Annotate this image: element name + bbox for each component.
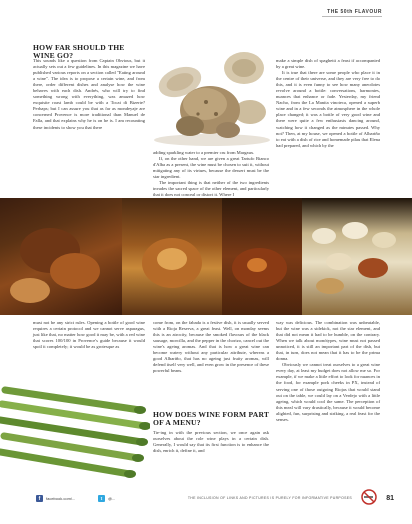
paragraph: Obviously we cannot treat ourselves to a great wine every day, at least my budget does not allow me so. For example, if we make a little effort to look for nuances in the food, for example pork cheeks in PX, instead of serving one of those outgoing Riojas that would stand out on the table, we could lay on a Verdejo with a little ageing, which would cool the same. The perception of this meal will vary drastically, because it would become alighted, fun, surprising and striking, a real feast for the senses.: [276, 362, 380, 422]
twitter-icon: t: [98, 495, 105, 502]
paragraph: way was delicious. The combination was unbeatable, but the wine was a sidekick, not the star element, and that did not mean it had to be humble, on the contrary. When we talk about monótypes, wine must not passed unnoticed, it is still an important part of the dish, but that, in turn, does not mean that it has to be the prima donna.: [276, 320, 380, 362]
facebook-icon: f: [36, 495, 43, 502]
facebook-link-text: facebook.com/...: [46, 496, 76, 501]
photo-fabada-beans: [302, 198, 412, 315]
column-1-bottom: [33, 320, 145, 350]
truffle-illustration: [150, 22, 274, 147]
facebook-link[interactable]: [36, 495, 75, 502]
paragraph: If, on the other hand, we are given a great Tartufo Bianco d'Alba as a present, the wine must be chosen to suit it, without mitigating any of its virtues, because the dessert must be the star ingredient.: [153, 156, 269, 180]
paragraph: must not be any strict rules. Opening a bottle of good wine requires a certain protocol and we cannot serve asparagus, just like that, no matter how good it may be, with a red wine that scores 100/100 in Provence's guide because it would spoil it completely; it would be as grotesque as: [33, 320, 145, 350]
footer-disclaimer: THE INCLUSION OF LINKS AND PICTURES IS PURELY FOR INFORMATIVE PURPOSES: [187, 496, 352, 500]
column-3-bottom: [276, 320, 380, 423]
section-title-menu: HOW DOES WINE FORM PART OF A MENU?: [153, 410, 270, 428]
column-1-top: [33, 58, 145, 131]
paragraph: This sounds like a question from Captain Obvious, but it actually sets out a few guidelines. In this magazine we have published various reports on a section called "Eating around a wine". The idea is to propose a certain wine, and from there, order different dishes and analyse how the wine behaves with each dish. Andrés, who will try to find something wrong with everything, was amazed how exquisite roast lamb could be with a Tocai di Bizerte? Perhaps; but I can assure you that as far as mondeyaje are concerned Provence is more traditional than Manuel de Falla, and that explains why he is on he is. I am recounting these incidents to show you that there: [33, 58, 145, 130]
paragraph: adding sparkling water to a premier cru from Margaux.: [153, 150, 255, 155]
section-title-how-far: HOW FAR SHOULD THE WINE GO?: [33, 43, 125, 61]
column-3-top: [276, 58, 380, 149]
header-rule: [322, 16, 382, 17]
paragraph: Tie-ing in with the previous section, we once again ask ourselves about the role wine plays in a certain dish. Generally, I would say that its first function is to enhance the dish, enrich it, define it, and: [153, 430, 269, 454]
running-head: THE 50th FLAVOUR: [327, 9, 382, 15]
paragraph: come from, on the fabada is a festive dish, it is usually served with a Rioja Reserva, a great feast. Well, on monday seems this is an atrocity, because the smoked flavours of the black sausage, morcilla, and the pepper in the chorizo, cancel out the wine's ageing aromas. And that is how a great wine can become watery without any particular attribute, whereas a good Albariño, that has no ageing just fruity aromas, will defend itself very well, and even grow in the presence of these powerful beans.: [153, 320, 269, 374]
column-2-bottom: [153, 320, 269, 374]
column-2-section2: [153, 430, 269, 454]
asparagus-photo: [0, 370, 150, 490]
paragraph: It is true that there are some people who place it in the centre of their universe, and they are very free to do this, and it is even funny to see how many anecdotes revolve around a bottle: conversations, harmonies, nuances that enhance or fade. Yesterday, my friend Nacho, from the La Manita vinoteca, opened a superb wine and in a few seconds the atmosphere in the whole place changed; it was a bottle of very good wine and there were quite a few enthusiasts dancing around, watching how it changed as the minutes passed. Why not? Then, at my house, we opened a bottle of Albariño to eat with a dish of rice and homemade pilau that Elena had prepared, and which by the: [276, 70, 380, 148]
page-number: 81: [386, 495, 394, 502]
page-footer: [0, 487, 412, 524]
no-smoking-icon: [361, 489, 377, 505]
asparagus-illustration: [0, 370, 150, 490]
food-photo-strip: [0, 198, 412, 315]
photo-meat-dish: [0, 198, 122, 315]
truffle-photo: [150, 22, 274, 147]
twitter-link[interactable]: [98, 495, 115, 502]
column-2-top: [153, 150, 269, 198]
twitter-link-text: @...: [108, 496, 116, 501]
paragraph: make a simple dish of spaghetti a feast if accompanied by a great wine.: [276, 58, 380, 70]
paragraph: The important thing is that neither of the two ingredients invades the sacred space of the other element, and particularly that it does not conceal or distort it. Where I: [153, 180, 269, 198]
photo-stew-dish: [222, 198, 302, 315]
photo-roast-dish: [122, 198, 222, 315]
